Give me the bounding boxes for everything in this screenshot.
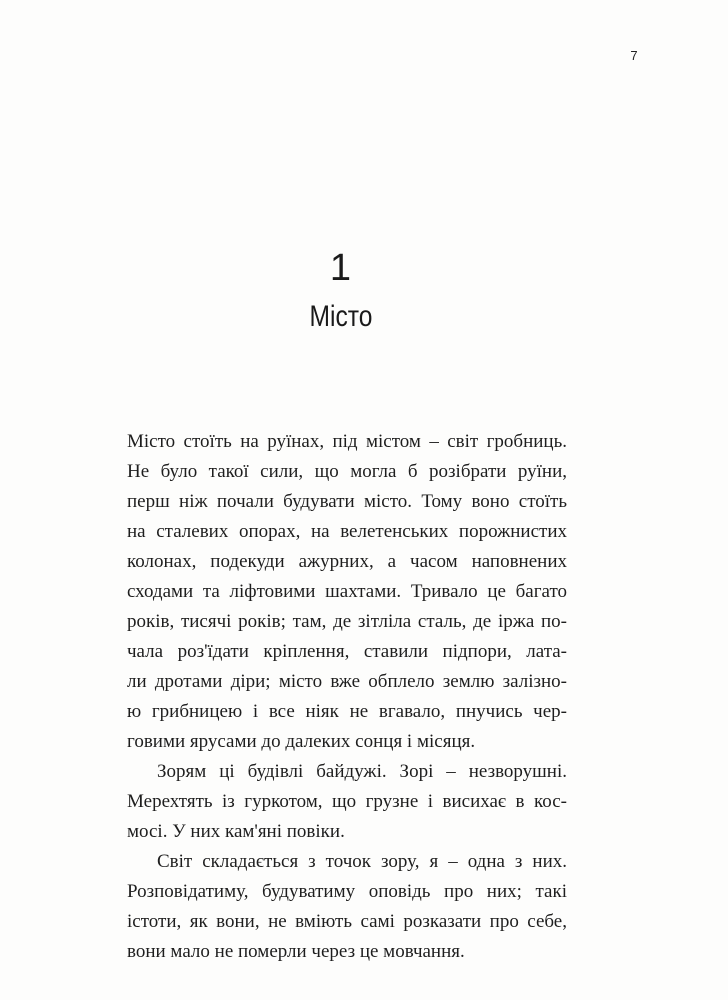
- text-line: мосі. У них кам'яні повіки.: [127, 821, 345, 842]
- text-line: перш ніж почали будувати місто. Тому воно стоїть: [127, 491, 567, 512]
- chapter-title: Місто: [309, 300, 373, 333]
- text-line: років, тисячі років; там, де зітліла сталь, де іржа по-: [127, 611, 567, 632]
- paragraph-3: [127, 847, 567, 967]
- text-line: ю грибницею і все ніяк не вгавало, пнучись чер-: [127, 701, 567, 722]
- text-line: сходами та ліфтовими шахтами. Тривало це багато: [127, 581, 567, 602]
- text-line: чала роз'їдати кріплення, ставили підпори, лата-: [127, 641, 567, 662]
- paragraph-1: [127, 427, 567, 757]
- paragraph-2: [127, 757, 567, 847]
- text-line: Не було такої сили, що могла б розібрати руїни,: [127, 461, 567, 482]
- text-line: говими ярусами до далеких сонця і місяця.: [127, 731, 476, 752]
- text-line: Розповідатиму, будуватиму оповідь про них; такі: [127, 881, 567, 902]
- chapter-number: 1: [329, 247, 353, 289]
- text-line: ли дротами діри; місто вже обплело землю залізно-: [127, 671, 567, 692]
- text-line: Зорям ці будівлі байдужі. Зорі – незворушні.: [157, 761, 567, 782]
- chapter-body: [127, 427, 567, 967]
- text-line: колонах, подекуди ажурних, а часом наповнених: [127, 551, 567, 572]
- text-line: вони мало не померли через це мовчання.: [127, 941, 465, 962]
- text-line: істоти, як вони, не вміють самі розказати про себе,: [127, 911, 567, 932]
- text-line: Місто стоїть на руїнах, під містом – світ гробниць.: [127, 431, 567, 452]
- text-line: Мерехтять із гуркотом, що грузне і висихає в кос-: [127, 791, 567, 812]
- text-line: на сталевих опорах, на велетенських порожнистих: [127, 521, 567, 542]
- page-number: 7: [630, 48, 638, 63]
- text-line: Світ складається з точок зору, я – одна з них.: [157, 851, 567, 872]
